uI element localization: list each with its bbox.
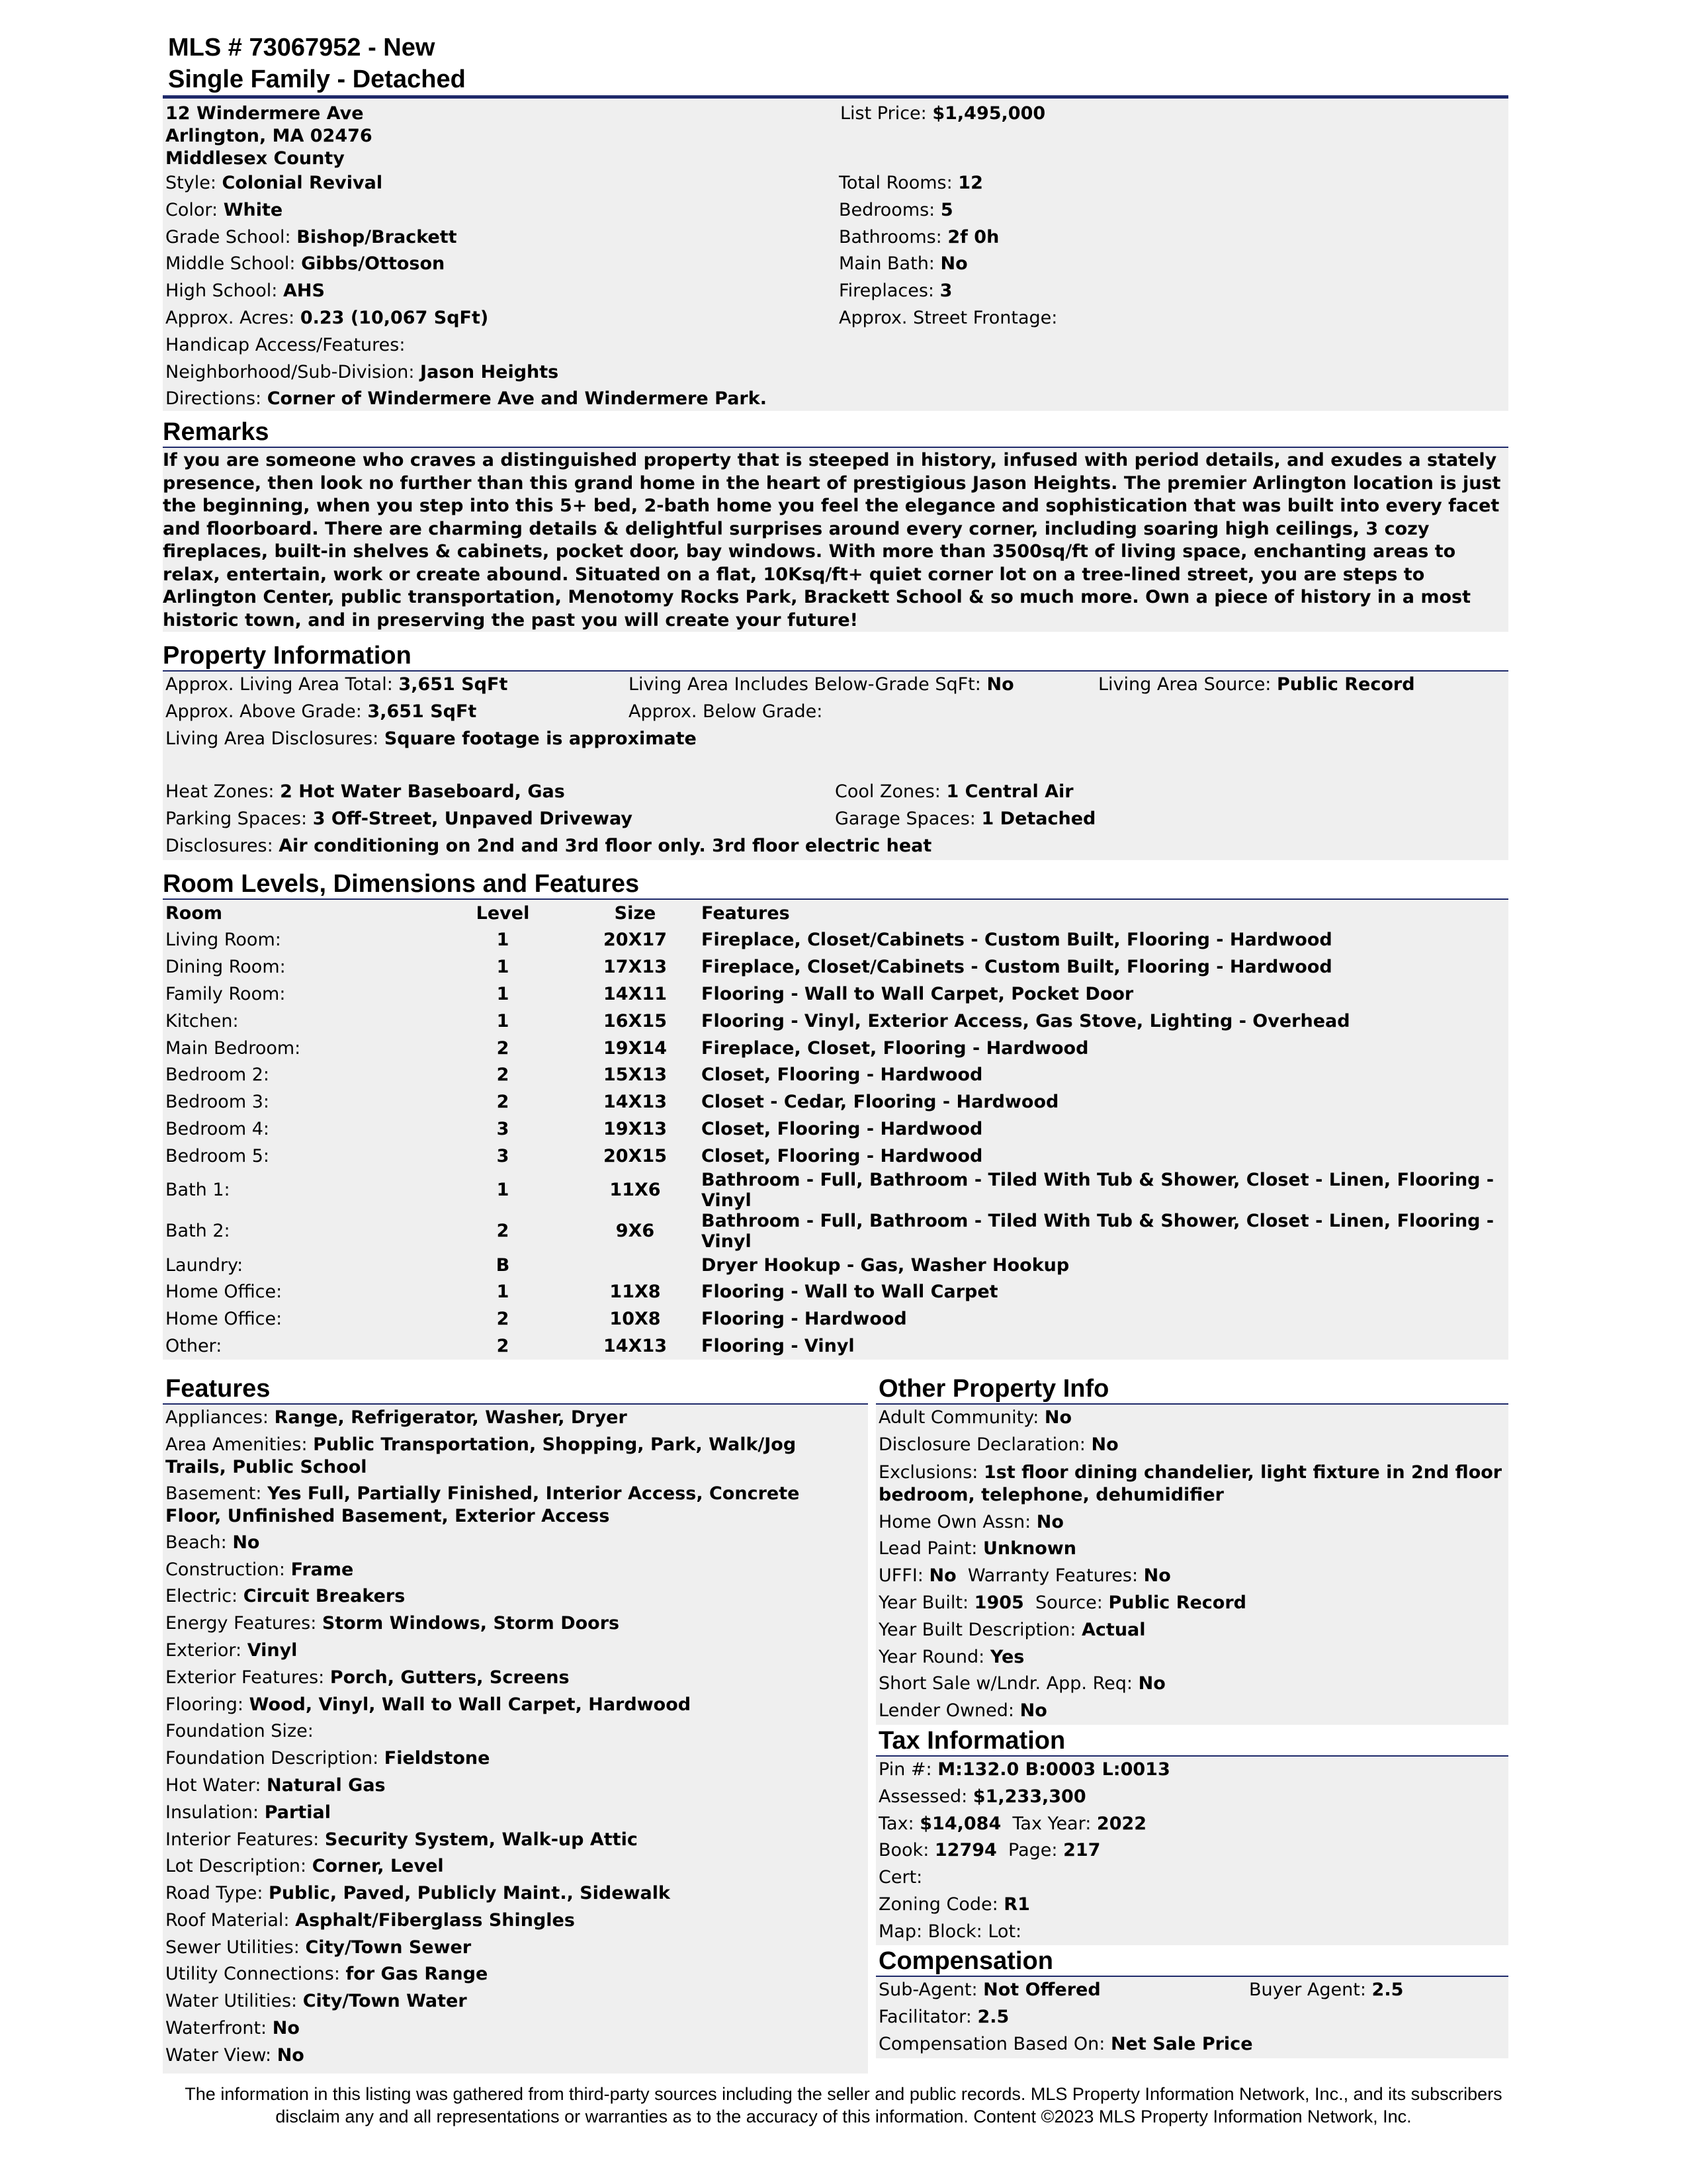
summary-left-list <box>165 170 838 413</box>
remarks-title: Remarks <box>163 418 269 446</box>
room-row <box>165 1332 1508 1360</box>
heat-cool-row <box>165 779 1508 806</box>
room-row <box>165 1170 1508 1211</box>
features-label: Hot Water: <box>165 1774 261 1796</box>
room-name: Bedroom 2: <box>165 1065 269 1086</box>
summary_left-value: Gibbs/Ottoson <box>301 253 445 275</box>
room-row <box>165 1143 1508 1170</box>
room-size: 14X13 <box>603 1092 667 1113</box>
room-features: Closet, Flooring - Hardwood <box>701 1065 983 1086</box>
features-item <box>165 1405 861 1432</box>
parking-spaces-label: Parking Spaces: <box>165 808 308 830</box>
room-level: 1 <box>496 957 509 978</box>
below-grade-included <box>628 672 1098 699</box>
room-level: 2 <box>496 1309 509 1330</box>
lead-paint: Lead Paint: Unknown <box>879 1538 1076 1559</box>
list-price-label: List Price: <box>840 103 927 124</box>
features-value: Range, Refrigerator, Washer, Dryer <box>274 1407 627 1428</box>
living-area-source-label: Living Area Source: <box>1098 674 1272 695</box>
room-features: Flooring - Vinyl, Exterior Access, Gas Stove, Lighting - Overhead <box>701 1010 1350 1031</box>
features-label: Electric: <box>165 1586 238 1607</box>
summary_left-label: Style: <box>165 173 216 193</box>
summary_left-label: High School: <box>165 281 278 302</box>
year-built-description: Year Built Description: Actual <box>879 1619 1146 1640</box>
mls-number: MLS # 73067952 - New <box>168 34 435 62</box>
property-info-block <box>163 672 1508 860</box>
summary_left-item <box>165 170 838 197</box>
features-label: Basement: <box>165 1483 262 1504</box>
facilitator: Facilitator: 2.5 <box>879 2007 1010 2028</box>
zoning-code: Zoning Code: R1 <box>879 1894 1030 1915</box>
summary_left-label: Color: <box>165 199 218 220</box>
summary_left-label: Handicap Access/Features: <box>165 334 406 355</box>
room-features: Bathroom - Full, Bathroom - Tiled With Tub & Shower, Closet - Linen, Flooring - Vinyl <box>701 1169 1494 1211</box>
assessed: Assessed: $1,233,300 <box>879 1786 1086 1807</box>
summary_right-label: Bedrooms: <box>839 199 935 220</box>
living-area-source <box>1098 672 1415 699</box>
col-room: Room <box>165 902 223 924</box>
features-value: Public Transportation, Shopping, Park, Walk/Jog Trails, Public School <box>165 1434 797 1477</box>
below-grade <box>628 699 822 726</box>
compensation-block <box>876 1977 1508 2058</box>
features-label: Lot Description: <box>165 1856 307 1877</box>
features-list <box>163 1405 868 2074</box>
summary_right-item <box>838 305 1499 332</box>
room-level: 1 <box>496 930 509 951</box>
features-value: Yes Full, Partially Finished, Interior Access, Concrete Floor, Unfinished Basement, Exterior Access <box>165 1483 800 1526</box>
col-level: Level <box>476 902 530 924</box>
features-item <box>165 1583 861 1610</box>
garage-spaces-label: Garage Spaces: <box>835 808 976 830</box>
features-value: Circuit Breakers <box>243 1586 406 1607</box>
below-grade-included-label: Living Area Includes Below-Grade SqFt: <box>628 674 981 695</box>
property-type: Single Family - Detached <box>168 66 466 93</box>
features-value: Natural Gas <box>267 1774 386 1796</box>
compensation-based-on: Compensation Based On: Net Sale Price <box>879 2034 1253 2055</box>
other-info-block <box>876 1405 1508 1725</box>
above-grade-label: Approx. Above Grade: <box>165 701 362 722</box>
features-label: Beach: <box>165 1532 227 1553</box>
summary_left-value: White <box>223 199 283 220</box>
features-item <box>165 1772 861 1800</box>
room-size: 19X13 <box>603 1119 667 1140</box>
room-level: 2 <box>496 1065 509 1086</box>
room-features: Closet, Flooring - Hardwood <box>701 1145 983 1166</box>
summary_left-value: Bishop/Brackett <box>296 226 457 247</box>
lower-columns <box>163 1365 1508 2074</box>
room-features: Fireplace, Closet/Cabinets - Custom Built, Flooring - Hardwood <box>701 930 1332 951</box>
features-title: Features <box>165 1374 271 1403</box>
uffi-warranty: UFFI: No Warranty Features: No <box>879 1565 1171 1587</box>
summary_left-label: Middle School: <box>165 253 296 275</box>
features-item <box>165 1530 861 1557</box>
living-area-total <box>165 672 628 699</box>
room-level: 1 <box>496 1010 509 1031</box>
room-row <box>165 1305 1508 1332</box>
room-features: Closet - Cedar, Flooring - Hardwood <box>701 1092 1059 1113</box>
features-value: No <box>272 2018 300 2039</box>
summary_right-label: Total Rooms: <box>839 173 953 193</box>
summary_left-label: Directions: <box>165 388 262 410</box>
features-label: Utility Connections: <box>165 1964 340 1985</box>
room-name: Home Office: <box>165 1282 282 1303</box>
room-features: Dryer Hookup - Gas, Washer Hookup <box>701 1254 1070 1276</box>
room-row <box>165 1035 1508 1062</box>
features-value: No <box>277 2044 304 2066</box>
other-info-title: Other Property Info <box>879 1374 1109 1403</box>
room-features: Flooring - Wall to Wall Carpet, Pocket Door <box>701 984 1134 1005</box>
summary_left-item <box>165 251 838 278</box>
features-value: City/Town Sewer <box>305 1937 472 1958</box>
room-name: Main Bedroom: <box>165 1037 301 1059</box>
summary_right-item <box>838 251 1499 278</box>
property-info-row1 <box>165 672 1508 699</box>
tax-info-title: Tax Information <box>879 1726 1066 1755</box>
right-column <box>876 1365 1508 2074</box>
room-features: Fireplace, Closet/Cabinets - Custom Built, Flooring - Hardwood <box>701 957 1332 978</box>
features-item <box>165 1827 861 1854</box>
features-item <box>165 1481 861 1530</box>
room-row <box>165 1279 1508 1306</box>
room-name: Bedroom 3: <box>165 1092 269 1113</box>
room-level: 2 <box>496 1037 509 1059</box>
room-row <box>165 1252 1508 1279</box>
summary_right-label: Approx. Street Frontage: <box>839 307 1058 328</box>
book-page: Book: 12794 Page: 217 <box>879 1840 1101 1861</box>
disclosures-value: Air conditioning on 2nd and 3rd floor only. 3rd floor electric heat <box>279 835 932 856</box>
features-label: Interior Features: <box>165 1829 320 1850</box>
summary_right-value: 5 <box>940 199 953 220</box>
adult-community: Adult Community: No <box>879 1407 1072 1428</box>
room-row <box>165 1062 1508 1089</box>
room-features: Bathroom - Full, Bathroom - Tiled With Tub & Shower, Closet - Linen, Flooring - Vinyl <box>701 1210 1494 1252</box>
features-item <box>165 1557 861 1584</box>
summary_left-label: Neighborhood/Sub-Division: <box>165 361 415 382</box>
summary_right-label: Main Bath: <box>839 253 935 275</box>
below-grade-label: Approx. Below Grade: <box>628 701 823 722</box>
col-size: Size <box>614 902 656 924</box>
features-label: Energy Features: <box>165 1613 317 1634</box>
room-size: 19X14 <box>603 1037 667 1059</box>
features-item <box>165 1880 861 1907</box>
room-size: 17X13 <box>603 957 667 978</box>
features-label: Water View: <box>165 2044 272 2066</box>
rooms-title: Room Levels, Dimensions and Features <box>163 869 640 898</box>
heat-zones-value: 2 Hot Water Baseboard, Gas <box>280 781 565 803</box>
room-row <box>165 981 1508 1008</box>
room-name: Family Room: <box>165 984 286 1005</box>
features-value: Public, Paved, Publicly Maint., Sidewalk <box>269 1883 670 1904</box>
features-item <box>165 1692 861 1719</box>
summary_right-item <box>838 278 1499 305</box>
buyer-agent: Buyer Agent: 2.5 <box>1249 1980 1404 2001</box>
room-features: Closet, Flooring - Hardwood <box>701 1119 983 1140</box>
summary_left-value: Jason Heights <box>420 361 559 382</box>
room-size: 14X13 <box>603 1336 667 1357</box>
features-value: Corner, Level <box>312 1856 444 1877</box>
features-item <box>165 1935 861 1962</box>
summary_left-label: Approx. Acres: <box>165 307 295 328</box>
address-street: 12 Windermere Ave <box>165 103 364 124</box>
features-value: No <box>232 1532 260 1553</box>
summary_right-item <box>838 224 1499 251</box>
cool-zones-value: 1 Central Air <box>946 781 1074 803</box>
disclosures <box>165 833 1508 860</box>
room-row <box>165 1211 1508 1252</box>
map-block-lot: Map: Block: Lot: <box>879 1921 1022 1942</box>
room-features: Fireplace, Closet, Flooring - Hardwood <box>701 1037 1089 1059</box>
features-value: Asphalt/Fiberglass Shingles <box>295 1909 575 1931</box>
compensation-title: Compensation <box>879 1947 1053 1976</box>
room-size: 10X8 <box>609 1309 661 1330</box>
room-size: 16X15 <box>603 1010 667 1031</box>
room-name: Dining Room: <box>165 957 286 978</box>
summary_left-value: Corner of Windermere Ave and Windermere Park. <box>267 388 767 410</box>
tax: Tax: $14,084 Tax Year: 2022 <box>879 1813 1147 1834</box>
room-level: 1 <box>496 1180 509 1201</box>
listing-page <box>163 32 1508 2074</box>
short-sale: Short Sale w/Lndr. App. Req: No <box>879 1673 1166 1694</box>
features-item <box>165 1638 861 1665</box>
features-value: City/Town Water <box>302 1991 467 2012</box>
room-size: 14X11 <box>603 984 667 1005</box>
parking-spaces <box>165 806 835 833</box>
features-value: Porch, Gutters, Screens <box>329 1667 570 1688</box>
room-level: 2 <box>496 1221 509 1242</box>
room-size: 15X13 <box>603 1065 667 1086</box>
address-county: Middlesex County <box>165 148 345 169</box>
agent-row <box>879 1977 1508 2004</box>
features-item <box>165 1853 861 1880</box>
features-label: Construction: <box>165 1559 286 1580</box>
year-built: Year Built: 1905 Source: Public Record <box>879 1592 1246 1613</box>
cool-zones-label: Cool Zones: <box>835 781 941 803</box>
living-area-disclosures-value: Square footage is approximate <box>384 728 697 749</box>
living-area-source-value: Public Record <box>1277 674 1415 695</box>
room-name: Bath 2: <box>165 1221 230 1242</box>
footer-disclaimer <box>0 2083 1687 2128</box>
features-value: for Gas Range <box>345 1964 488 1985</box>
room-row <box>165 927 1508 954</box>
room-size: 9X6 <box>615 1221 655 1242</box>
room-level: 1 <box>496 1282 509 1303</box>
summary_right-value: No <box>940 253 968 275</box>
col-features: Features <box>701 902 790 924</box>
list-price <box>838 103 1499 125</box>
cool-zones <box>835 779 1074 806</box>
living-area-total-label: Approx. Living Area Total: <box>165 674 393 695</box>
features-value: Fieldstone <box>384 1748 490 1769</box>
summary_left-value: AHS <box>282 281 325 302</box>
above-grade-value: 3,651 SqFt <box>367 701 477 722</box>
features-item <box>165 2015 861 2042</box>
room-name: Bedroom 4: <box>165 1119 269 1140</box>
property-info-title: Property Information <box>163 642 411 670</box>
features-label: Foundation Size: <box>165 1721 314 1742</box>
above-grade <box>165 699 628 726</box>
summary-right-list <box>838 170 1499 332</box>
features-value: Vinyl <box>247 1639 298 1661</box>
living-area-disclosures <box>165 726 1508 753</box>
room-size: 20X17 <box>603 930 667 951</box>
room-features: Flooring - Wall to Wall Carpet <box>701 1282 998 1303</box>
room-features: Flooring - Vinyl <box>701 1336 855 1357</box>
rooms-table <box>165 900 1508 1360</box>
room-name: Bedroom 5: <box>165 1145 269 1166</box>
room-row <box>165 1008 1508 1035</box>
parking-garage-row <box>165 806 1508 833</box>
summary_right-label: Fireplaces: <box>839 281 934 302</box>
room-name: Bath 1: <box>165 1180 230 1201</box>
cert: Cert: <box>879 1867 923 1888</box>
exclusions: Exclusions: 1st floor dining chandelier, light fixture in 2nd floor bedroom, telephone, dehumidifier <box>879 1462 1502 1505</box>
features-label: Waterfront: <box>165 2018 267 2039</box>
room-level: 3 <box>496 1145 509 1166</box>
summary_right-label: Bathrooms: <box>839 226 942 247</box>
summary_left-item <box>165 332 838 359</box>
address <box>165 103 838 170</box>
summary_left-value: 0.23 (10,067 SqFt) <box>300 307 489 328</box>
summary_left-label: Grade School: <box>165 226 291 247</box>
rooms-header-row <box>165 900 1508 927</box>
summary_right-item <box>838 197 1499 224</box>
features-item <box>165 1988 861 2015</box>
lender-owned: Lender Owned: No <box>879 1700 1047 1722</box>
room-row <box>165 953 1508 981</box>
living-area-total-value: 3,651 SqFt <box>398 674 508 695</box>
room-size <box>569 1252 701 1279</box>
features-item <box>165 1665 861 1692</box>
summary-block <box>163 99 1508 411</box>
summary_left-value: Colonial Revival <box>222 173 383 193</box>
features-value: Security System, Walk-up Attic <box>324 1829 638 1850</box>
features-label: Foundation Description: <box>165 1748 379 1769</box>
below-grade-included-value: No <box>986 674 1014 695</box>
room-name: Laundry: <box>165 1254 243 1276</box>
summary_left-item <box>165 386 838 413</box>
summary_right-value: 12 <box>958 173 983 193</box>
disclosure-declaration: Disclosure Declaration: No <box>879 1434 1119 1455</box>
room-level: 2 <box>496 1092 509 1113</box>
room-level: 1 <box>496 984 509 1005</box>
features-label: Exterior: <box>165 1639 242 1661</box>
living-area-disclosures-label: Living Area Disclosures: <box>165 728 379 749</box>
footer-line-2: disclaim any and all representations or warranties as to the accuracy of this information. Content ©2023 MLS Property Information Network, Inc. <box>275 2107 1412 2126</box>
features-label: Water Utilities: <box>165 1991 298 2012</box>
summary_right-item <box>838 170 1499 197</box>
room-level: 2 <box>496 1336 509 1357</box>
features-item <box>165 1745 861 1772</box>
features-item <box>165 1432 861 1481</box>
garage-spaces <box>835 806 1096 833</box>
room-row <box>165 1088 1508 1115</box>
sub-agent: Sub-Agent: Not Offered <box>879 1980 1101 2001</box>
features-item <box>165 1907 861 1935</box>
disclosures-label: Disclosures: <box>165 835 273 856</box>
room-size: 11X8 <box>609 1282 661 1303</box>
list-price-value: $1,495,000 <box>932 103 1046 124</box>
features-label: Sewer Utilities: <box>165 1937 300 1958</box>
room-features: Flooring - Hardwood <box>701 1309 907 1330</box>
room-name: Living Room: <box>165 930 281 951</box>
listing-header <box>163 32 1508 95</box>
features-item <box>165 1961 861 1988</box>
tax-info-block <box>876 1757 1508 1946</box>
features-value: Wood, Vinyl, Wall to Wall Carpet, Hardwood <box>249 1694 691 1715</box>
features-item <box>165 1610 861 1638</box>
features-value: Storm Windows, Storm Doors <box>322 1613 620 1634</box>
rooms-block <box>163 900 1508 1360</box>
summary-left <box>165 103 838 410</box>
parking-spaces-value: 3 Off-Street, Unpaved Driveway <box>312 808 632 830</box>
summary_left-item <box>165 305 838 332</box>
room-row <box>165 1115 1508 1143</box>
footer-line-1: The information in this listing was gathered from third-party sources including the seller and public records. MLS Property Information Network, Inc., and its subscribers <box>185 2084 1502 2104</box>
room-level: B <box>496 1254 510 1276</box>
features-column <box>163 1365 868 2074</box>
summary-right <box>838 103 1499 406</box>
features-value: Partial <box>264 1802 331 1823</box>
summary_right-value: 2f 0h <box>947 226 1000 247</box>
room-name: Kitchen: <box>165 1010 239 1031</box>
features-label: Exterior Features: <box>165 1667 325 1688</box>
heat-zones-label: Heat Zones: <box>165 781 275 803</box>
summary_left-item <box>165 197 838 224</box>
features-item <box>165 1718 861 1745</box>
features-label: Roof Material: <box>165 1909 290 1931</box>
garage-spaces-value: 1 Detached <box>981 808 1096 830</box>
pin: Pin #: M:132.0 B:0003 L:0013 <box>879 1759 1170 1780</box>
features-label: Area Amenities: <box>165 1434 308 1455</box>
features-item <box>165 2042 861 2070</box>
room-size: 11X6 <box>609 1180 661 1201</box>
rooms-body <box>165 927 1508 1360</box>
summary_left-item <box>165 278 838 305</box>
features-value: Frame <box>290 1559 354 1580</box>
heat-zones <box>165 779 835 806</box>
features-label: Appliances: <box>165 1407 269 1428</box>
features-label: Flooring: <box>165 1694 244 1715</box>
summary_left-item <box>165 224 838 251</box>
features-label: Road Type: <box>165 1883 263 1904</box>
summary_right-value: 3 <box>939 281 953 302</box>
room-size: 20X15 <box>603 1145 667 1166</box>
features-item <box>165 1800 861 1827</box>
remarks-text: If you are someone who craves a distinguished property that is steeped in history, infused with period details, and exudes a stately presence, then look no further than this grand home in the heart of prestigious Jason Heights. The premier Arlington location is just the beginning, when you step into this 5+ bed, 2-bath home you feel the elegance and sophistication that was built into every facet and floorboard. There are charming details & delightful surprises around every corner, including soaring high ceilings, 3 cozy fireplaces, built-in shelves & cabinets, pocket door, bay windows. With more than 3500sq/ft of living space, enchanting areas to relax, entertain, work or create abound. Situated on a flat, 10Ksq/ft+ quiet corner lot on a tree-lined street, you are steps to Arlington Center, public transportation, Menotomy Rocks Park, Brackett School & so much more. Own a piece of history in a most historic town, and in preserving the past you will create your future! <box>163 448 1508 632</box>
summary_left-item <box>165 359 838 386</box>
year-round: Year Round: Yes <box>879 1646 1025 1667</box>
room-name: Home Office: <box>165 1309 282 1330</box>
home-own-assn: Home Own Assn: No <box>879 1511 1064 1532</box>
address-city: Arlington, MA 02476 <box>165 126 372 146</box>
room-level: 3 <box>496 1119 509 1140</box>
room-name: Other: <box>165 1336 222 1357</box>
features-label: Insulation: <box>165 1802 259 1823</box>
property-info-row2 <box>165 699 1508 726</box>
